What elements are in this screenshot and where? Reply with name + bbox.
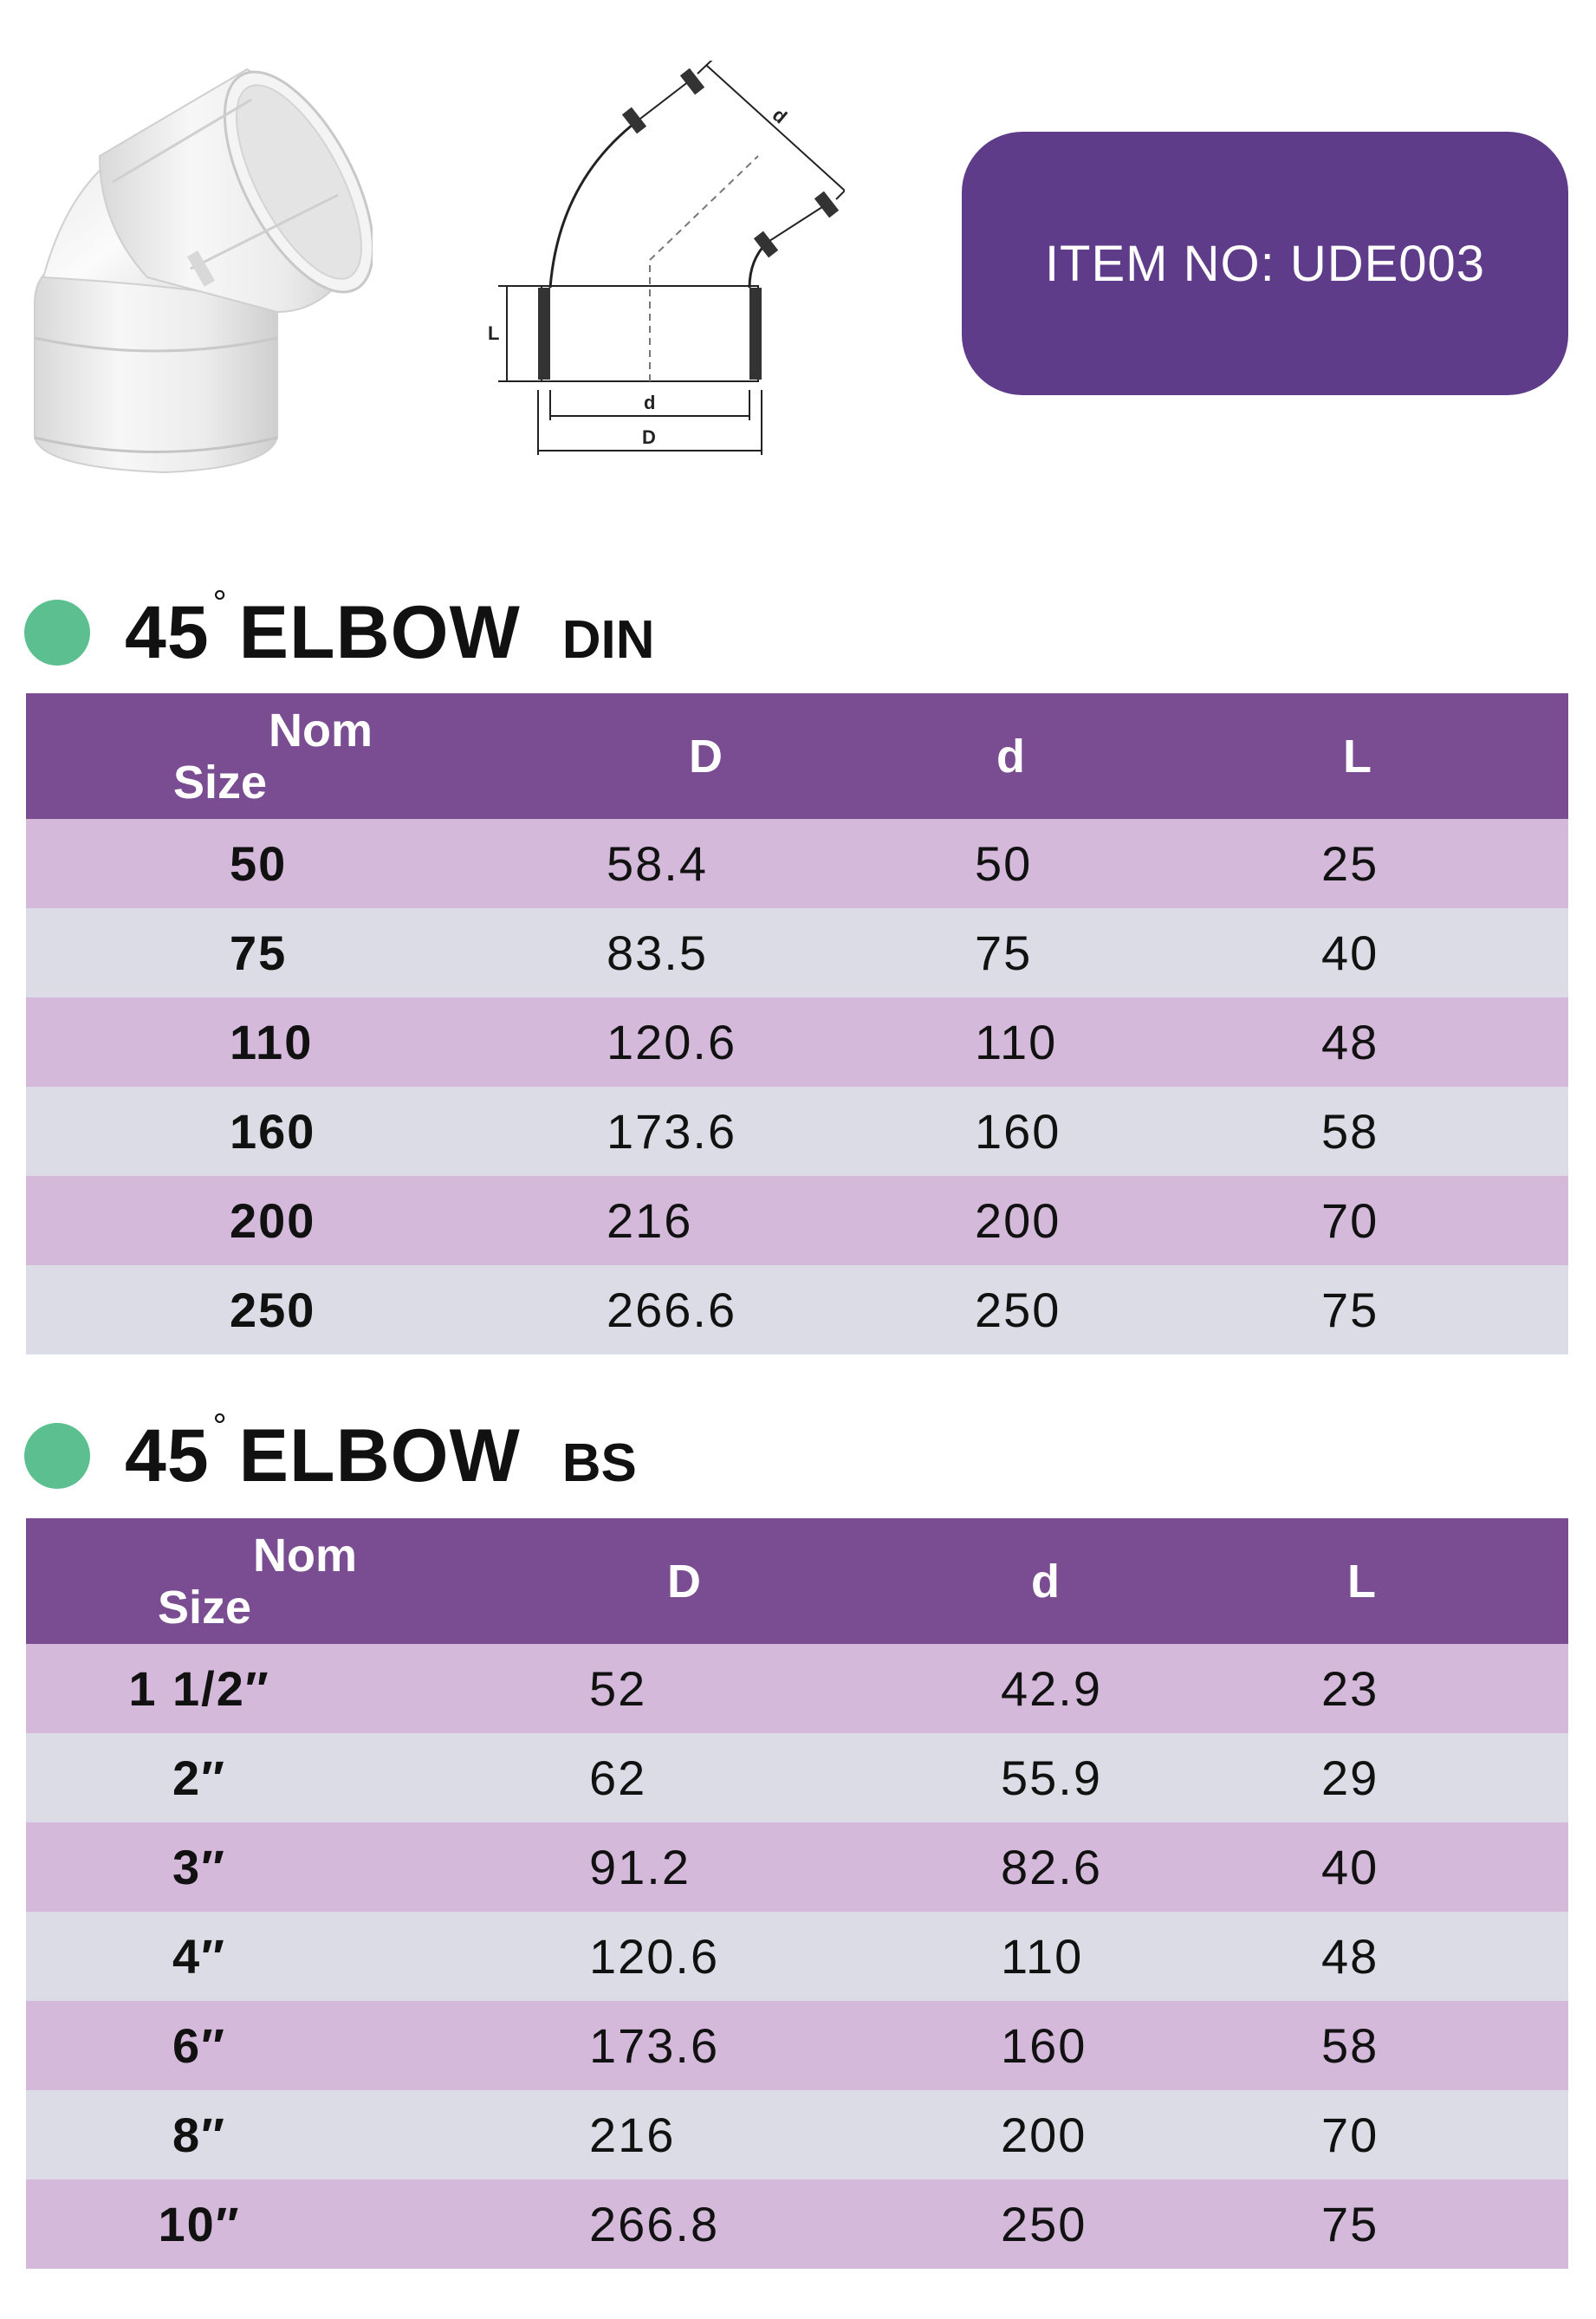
size-label: Size	[158, 1582, 252, 1634]
din-standard-label: DIN	[561, 609, 655, 670]
table-row	[26, 997, 1568, 1087]
outer-diameter-cell: 120.6	[589, 1929, 720, 1984]
elbow-product-photo	[17, 52, 373, 485]
bs-standard-label: BS	[561, 1432, 637, 1493]
outer-diameter-cell: 216	[607, 1193, 693, 1248]
nominal-size-cell: 6″	[172, 2018, 226, 2073]
table-row	[26, 1644, 1568, 1733]
length-cell: 40	[1321, 1840, 1379, 1894]
inner-diameter-cell: 50	[975, 836, 1033, 891]
table-row	[26, 1176, 1568, 1265]
nominal-size-cell: 50	[230, 836, 288, 891]
bs-title-name: ELBOW	[238, 1413, 521, 1497]
inner-diameter-cell: 200	[1001, 2108, 1087, 2162]
nominal-size-cell: 1 1/2″	[128, 1661, 270, 1716]
outer-diameter-cell: 173.6	[607, 1104, 737, 1159]
length-cell: 48	[1321, 1015, 1379, 1069]
inner-diameter-cell: 55.9	[1001, 1751, 1102, 1805]
inner-diameter-cell: 200	[975, 1193, 1061, 1248]
nominal-size-cell: 4″	[172, 1929, 226, 1984]
outer-d-label: D	[642, 426, 656, 448]
inner-diameter-cell: 250	[1001, 2197, 1087, 2251]
nominal-size-cell: 10″	[158, 2197, 241, 2251]
nominal-size-cell: 250	[230, 1283, 316, 1337]
nominal-size-cell: 110	[230, 1015, 314, 1069]
table-row	[26, 819, 1568, 908]
din-section-title	[24, 583, 655, 676]
outer-diameter-cell: 83.5	[607, 926, 708, 980]
inner-diameter-header: d	[996, 730, 1025, 783]
table-row	[26, 2001, 1568, 2090]
din-title-angle: 45	[125, 590, 210, 674]
length-cell: 58	[1321, 2018, 1379, 2073]
nom-label: Nom	[253, 1530, 357, 1582]
nominal-size-cell: 160	[230, 1104, 316, 1159]
lower-d-label: d	[644, 392, 656, 413]
inner-diameter-cell: 160	[975, 1104, 1061, 1159]
outer-diameter-cell: 266.8	[589, 2197, 720, 2251]
outer-diameter-cell: 91.2	[589, 1840, 691, 1894]
din-title-degree: °	[212, 583, 227, 622]
table-row	[26, 1265, 1568, 1354]
length-cell: 58	[1321, 1104, 1379, 1159]
inner-diameter-cell: 160	[1001, 2018, 1087, 2073]
table-row	[26, 2090, 1568, 2179]
outer-diameter-cell: 266.6	[607, 1283, 737, 1337]
item-number-box	[962, 132, 1568, 395]
inner-diameter-cell: 110	[1001, 1929, 1084, 1984]
nom-label: Nom	[269, 705, 373, 757]
length-cell: 70	[1321, 2108, 1379, 2162]
outer-diameter-cell: 120.6	[607, 1015, 737, 1069]
nominal-size-cell: 8″	[172, 2108, 226, 2162]
outer-diameter-cell: 173.6	[589, 2018, 720, 2073]
length-cell: 25	[1321, 836, 1379, 891]
inner-diameter-header: d	[1031, 1555, 1060, 1608]
outer-diameter-header: D	[689, 730, 723, 783]
size-label: Size	[173, 757, 268, 809]
item-number: ITEM NO: UDE003	[1044, 235, 1486, 292]
din-header-row	[26, 693, 1568, 819]
nominal-size-cell: 3″	[172, 1840, 226, 1894]
nominal-size-cell: 2″	[172, 1751, 226, 1805]
bs-title-angle: 45	[125, 1413, 210, 1497]
outer-diameter-cell: 52	[589, 1661, 647, 1716]
length-header: L	[1343, 730, 1372, 783]
bs-header-row	[26, 1518, 1568, 1644]
length-cell: 70	[1321, 1193, 1379, 1248]
length-cell: 48	[1321, 1929, 1379, 1984]
upper-d-label: d	[768, 103, 792, 128]
table-row	[26, 1087, 1568, 1176]
length-cell: 23	[1321, 1661, 1379, 1716]
elbow-dimension-drawing	[481, 61, 845, 477]
length-cell: 75	[1321, 2197, 1379, 2251]
outer-diameter-cell: 216	[589, 2108, 676, 2162]
table-row	[26, 1912, 1568, 2001]
length-cell: 75	[1321, 1283, 1379, 1337]
length-cell: 40	[1321, 926, 1379, 980]
din-spec-table	[26, 693, 1568, 1354]
nominal-size-cell: 200	[230, 1193, 316, 1248]
green-bullet-icon	[24, 600, 90, 666]
din-title-name: ELBOW	[238, 590, 521, 674]
green-bullet-icon	[24, 1423, 90, 1489]
bs-title-degree: °	[212, 1406, 227, 1445]
inner-diameter-cell: 75	[975, 926, 1033, 980]
table-row	[26, 1733, 1568, 1822]
table-row	[26, 908, 1568, 997]
inner-diameter-cell: 82.6	[1001, 1840, 1102, 1894]
nom-size-header	[26, 693, 494, 819]
inner-diameter-cell: 42.9	[1001, 1661, 1102, 1716]
nominal-size-cell: 75	[230, 926, 288, 980]
table-row	[26, 1822, 1568, 1912]
inner-diameter-cell: 250	[975, 1283, 1061, 1337]
outer-diameter-cell: 58.4	[607, 836, 708, 891]
outer-diameter-header: D	[667, 1555, 701, 1608]
nom-size-header	[26, 1518, 494, 1644]
outer-diameter-cell: 62	[589, 1751, 647, 1805]
length-cell: 29	[1321, 1751, 1379, 1805]
bs-spec-table	[26, 1518, 1568, 2269]
bs-section-title	[24, 1406, 637, 1499]
l-label: L	[488, 322, 500, 344]
length-header: L	[1347, 1555, 1376, 1608]
table-row	[26, 2179, 1568, 2269]
inner-diameter-cell: 110	[975, 1015, 1058, 1069]
